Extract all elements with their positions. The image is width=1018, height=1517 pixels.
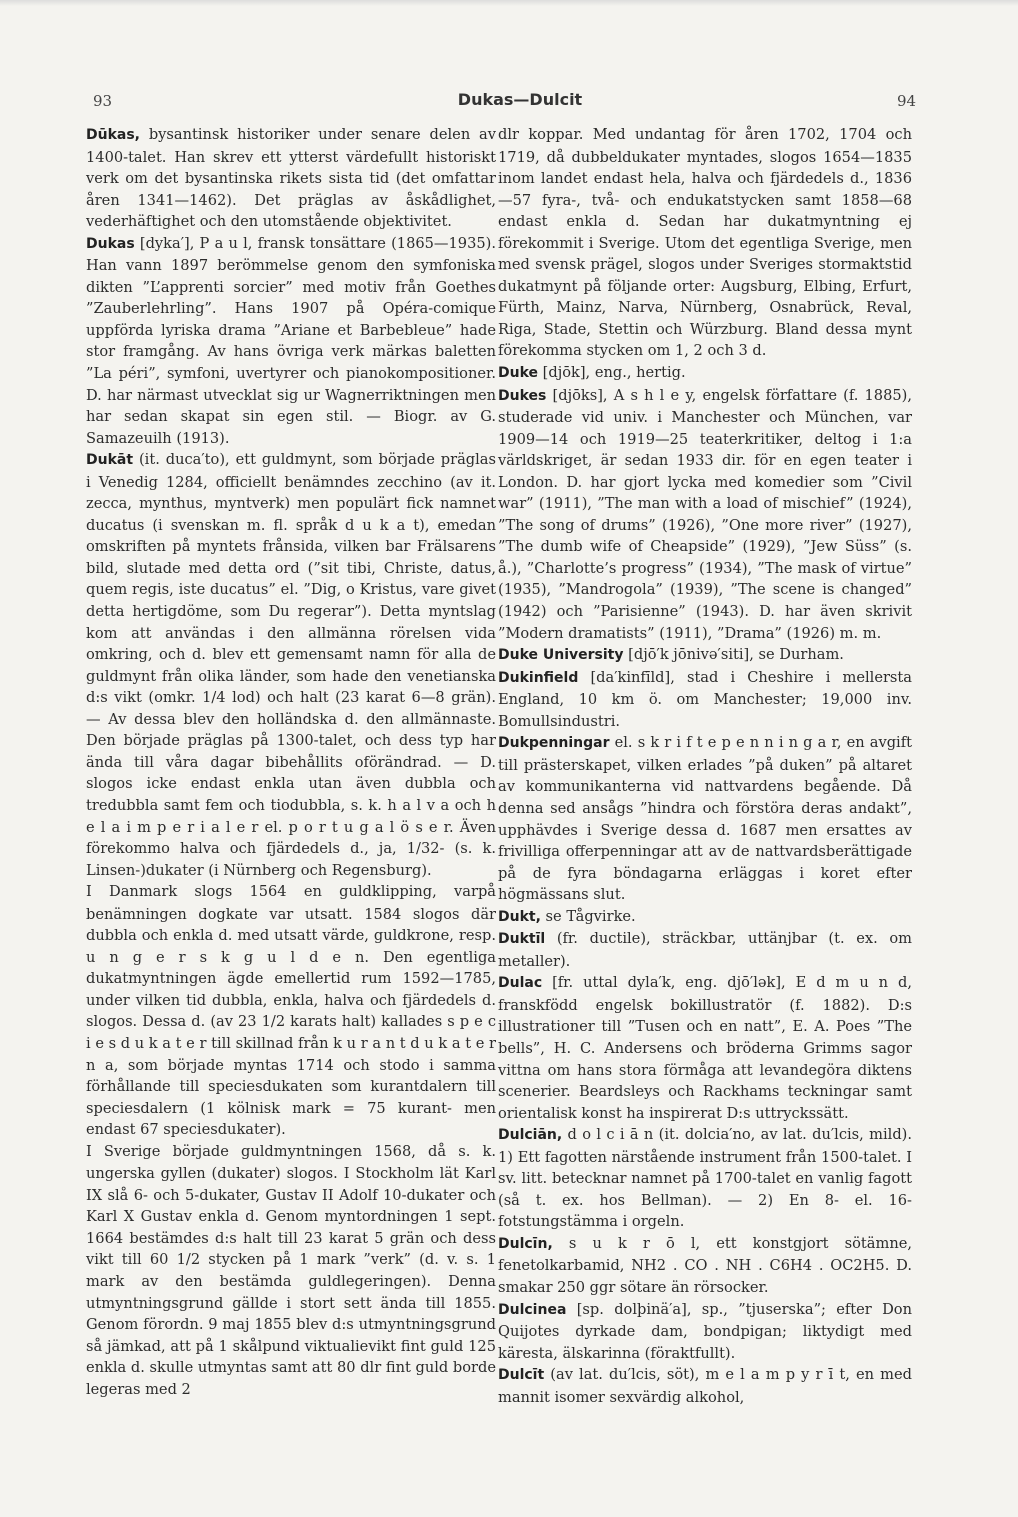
entry-dukat: [86, 449, 496, 881]
entry-headword: Dukāt: [86, 452, 134, 469]
entry-text: (av lat. du′lcis, söt), m e l a m p y r ī t, en med mannit isomer sexvärdig alkohol,: [498, 1366, 912, 1406]
entry-text: [djōk], eng., hertig.: [538, 364, 686, 382]
entry-headword: Dulciān,: [498, 1127, 563, 1144]
entry-duke: [498, 362, 912, 385]
entry-text: [dyka′], P a u l, fransk tonsättare (1865—1935). Han vann 1897 berömmelse genom den symfoniska dikten ”L’apprenti sorcier” med motiv från Goethes ”Zauberlehrling”. Hans 1907 på Opéra-comique uppförda lyriska drama ”Ariane et Barbebleue” hade stor framgång. Av hans övriga verk märkas baletten ”La péri”, symfoni, uvertyrer och pianokompositioner. D. har närmast utvecklat sig ur Wagnerriktningen men har sedan skapat sin egen stil. — Biogr. av G. Samazeuilh (1913).: [86, 234, 496, 447]
left-column: [86, 124, 496, 1400]
entry-text: se Tågvirke.: [540, 907, 636, 925]
entry-text: I Danmark slogs 1564 en guldklipping, varpå benämningen dogkate var utsatt. 1584 slogos där dubbla och enkla d. med utsatt värde, guldkrone, resp. u n g e r s k g u l d e n. Den egentliga dukatmyntningen ägde emellertid rum 1592—1785, under vilken tid dubbla, enkla, halva och fjärdedels d. slogos. Dessa d. (av 23 1/2 karats halt) kallades s p e c i e s d u k a t e r till skillnad från k u r a n t d u k a t e r n a, som började myntas 1714 och stodo i samma förhållande till speciesdukaten som kurantdalern till speciesdalern (1 kölnisk mark = 75 kurant- men endast 67 speciesdukater).: [86, 883, 496, 1139]
entry-dukes: [498, 385, 912, 645]
entry-text: I Sverige började guldmyntningen 1568, då s. k. ungerska gyllen (dukater) slogos. I Stockholm lät Karl IX slå 6- och 5-dukater, Gustav II Adolf 10-dukater och Karl X Gustav enkla d. Genom myntordningen 1 sept. 1664 bestämdes d:s halt till 23 karat 5 grän och dess vikt till 60 1/2 stycken på 1 mark ”verk” (d. v. s. 1 mark av den bestämda guldlegeringen). Denna utmyntningsgrund gällde i stort sett ända till 1855. Genom förordn. 9 maj 1855 blev d:s utmyntningsgrund så jämkad, att på 1 skålpund viktualievikt fint guld 125 enkla d. skulle utmyntas samt att 80 dlr fint guld borde legeras med 2: [86, 1142, 496, 1398]
entry-dukas-paul: [86, 233, 496, 449]
entry-dulcit: [498, 1364, 912, 1408]
entry-headword: Dukes: [498, 387, 547, 404]
entry-headword: Duke: [498, 365, 539, 382]
entry-text: el. s k r i f t e p e n n i n g a r, en avgift till prästerskapet, vilken erlades ”på duken” på altaret av kommunikanterna vid nattvardens begående. Då denna sed ansågs ”hindra och förstöra deras andakt”, upphävdes i Sverige dessa d. 1687 men ersattes av frivilliga offerpenningar att av de nattvardsberättigade på de fyra böndagarna erläggas i koret efter högmässans slut.: [498, 734, 912, 904]
entry-duke-university: [498, 644, 912, 667]
entry-headword: Dukas: [86, 235, 135, 252]
entry-dukinfield: [498, 667, 912, 733]
entry-text: [djō′k jōnivə′siti], se Durham.: [623, 646, 844, 664]
page-number-left: 93: [93, 92, 113, 110]
entry-headword: Dulcīt: [498, 1367, 545, 1384]
entry-dukpenningar: [498, 732, 912, 905]
entry-dulcin: [498, 1233, 912, 1299]
entry-headword: Dulcinea: [498, 1301, 567, 1318]
paragraph-continued: [498, 124, 912, 362]
entry-text: dlr koppar. Med undantag för åren 1702, 1704 och 1719, då dubbeldukater myntades, slogos 1654—1835 inom landet endast hela, halva och fjärdedels d., 1836—57 fyra-, två- och endukatstycken samt 1858—68 endast enkla d. Sedan har dukatmyntning ej förekommit i Sverige. Utom det egentliga Sverige, men med svensk prägel, slogos under Sveriges stormaktstid dukatmynt på följande orter: Augsburg, Elbing, Erfurt, Fürth, Mainz, Narva, Nürnberg, Osnabrück, Reval, Riga, Stade, Stettin och Würzburg. Bland dessa mynt förekomma stycken om 1, 2 och 3 d.: [498, 126, 912, 360]
page-header: [0, 90, 1018, 120]
entry-headword: Dukinfield: [498, 669, 579, 686]
running-title: Dukas—Dulcit: [457, 90, 583, 109]
paragraph-sverige: [86, 1141, 496, 1401]
entry-headword: Dūkas,: [86, 127, 140, 143]
page-top-edge: [0, 0, 1018, 6]
entry-headword: Duktīl: [498, 931, 546, 948]
entry-text: [djōks], A s h l e y, engelsk författare (f. 1885), studerade vid univ. i Manchester och München, var 1909—14 och 1919—25 teaterkritiker, deltog i 1:a världskriget, är sedan 1933 dir. för en egen teater i London. D. har gjort lycka med komedier som ”Civil war” (1911), ”The man with a load of mischief” (1924), ”The song of drums” (1926), ”One more river” (1927), ”The dumb wife of Cheapside” (1929), ”Jew Süss” (s. å.), ”Charlotte’s progress” (1934), ”The mask of virtue” (1935), ”Mandrogola” (1939), ”The scene is changed” (1942) och ”Parisienne” (1943). D. har även skrivit ”Modern dramatists” (1911), ”Drama” (1926) m. m.: [498, 386, 912, 642]
entry-duktil: [498, 928, 912, 972]
entry-headword: Dulcīn,: [498, 1235, 553, 1252]
entry-headword: Dulac: [498, 975, 543, 992]
entry-headword: Dukpenningar: [498, 735, 610, 752]
entry-text: bysantinsk historiker under senare delen av 1400-talet. Han skrev ett ytterst värdefullt historiskt verk om det bysantinska rikets sista tid (det omfattar åren 1341—1462). Det präglas av åskådlighet, vederhäftighet och den utomstående objektivitet.: [86, 126, 496, 231]
entry-headword: Duke University: [498, 647, 624, 664]
entry-dulac: [498, 972, 912, 1124]
paragraph-danmark: [86, 881, 496, 1141]
entry-text: s u k r ō l, ett konstgjort sötämne, fenetolkarbamid, NH2 . CO . NH . C6H4 . OC2H5. D. smakar 250 ggr sötare än rörsocker.: [498, 1234, 912, 1296]
entry-dukt: [498, 906, 912, 929]
entry-text: [fr. uttal dyla′k, eng. djō′lək], E d m u n d, franskfödd engelsk bokillustratör (f. 1882). D:s illustrationer till ”Tusen och en natt”, E. A. Poes ”The bells”, H. C. Andersens och bröderna Grimms sagor vittna om hans stora förmåga att levandegöra diktens scenerier. Beardsleys och Rackhams teckningar samt orientalisk konst ha inspirerat D:s uttryckssätt.: [498, 974, 912, 1122]
right-column: [498, 124, 912, 1408]
entry-dukas-historian: [86, 124, 496, 233]
page-number-right: 94: [897, 92, 917, 110]
entry-text: d o l c i ā n (it. dolcia′no, av lat. du′lcis, mild). 1) Ett fagotten närstående instrument från 1500-talet. I sv. litt. betecknar namnet på 1700-talet en vanlig fagott (så t. ex. hos Bellman). — 2) En 8- el. 16-fotstungstämma i orgeln.: [498, 1126, 912, 1231]
entry-dulcinea: [498, 1299, 912, 1365]
entry-text: [sp. dolþinä′a], sp., ”tjuserska”; efter Don Quijotes dyrkade dam, bondpigan; liktydigt med käresta, älskarinna (föraktfullt).: [498, 1300, 912, 1362]
entry-text: [da′kinfīld], stad i Cheshire i mellersta England, 10 km ö. om Manchester; 19,000 inv. Bomullsindustri.: [498, 668, 912, 730]
entry-text: (fr. ductile), sträckbar, uttänjbar (t. ex. om metaller).: [498, 930, 912, 970]
entry-headword: Dukt,: [498, 908, 541, 925]
entry-text: (it. duca′to), ett guldmynt, som började präglas i Venedig 1284, officiellt benämndes zecchino (av it. zecca, mynthus, myntverk) men populärt fick namnet ducatus (i svenskan m. fl. språk d u k a t), emedan omskriften på myntets frånsida, vilken bar Frälsarens bild, slutade med detta ord (”sit tibi, Christe, datus, quem regis, iste ducatus” el. ”Dig, o Kristus, vare givet detta hertigdöme, som Du regerar”). Detta myntslag kom att användas i den allmänna rörelsen vida omkring, och d. blev ett gemensamt namn för alla de guldmynt från olika länder, som hade den venetianska d:s vikt (omkr. 1/4 lod) och halt (23 karat 6—8 grän). — Av dessa blev den holländska d. den allmännaste. Den började präglas på 1300-talet, och dess typ har ända till våra dagar bibehållits oförändrad. — D. slogos icke endast enkla utan även dubbla och tredubbla samt fem och tiodubbla, s. k. h a l v a och h e l a i m p e r i a l e r el. p o r t u g a l ö s e r. Även förekommo halva och fjärdedels d., ja, 1/32- (s. k. Linsen-)dukater (i Nürnberg och Regensburg).: [86, 451, 496, 879]
entry-dulcian: [498, 1124, 912, 1233]
